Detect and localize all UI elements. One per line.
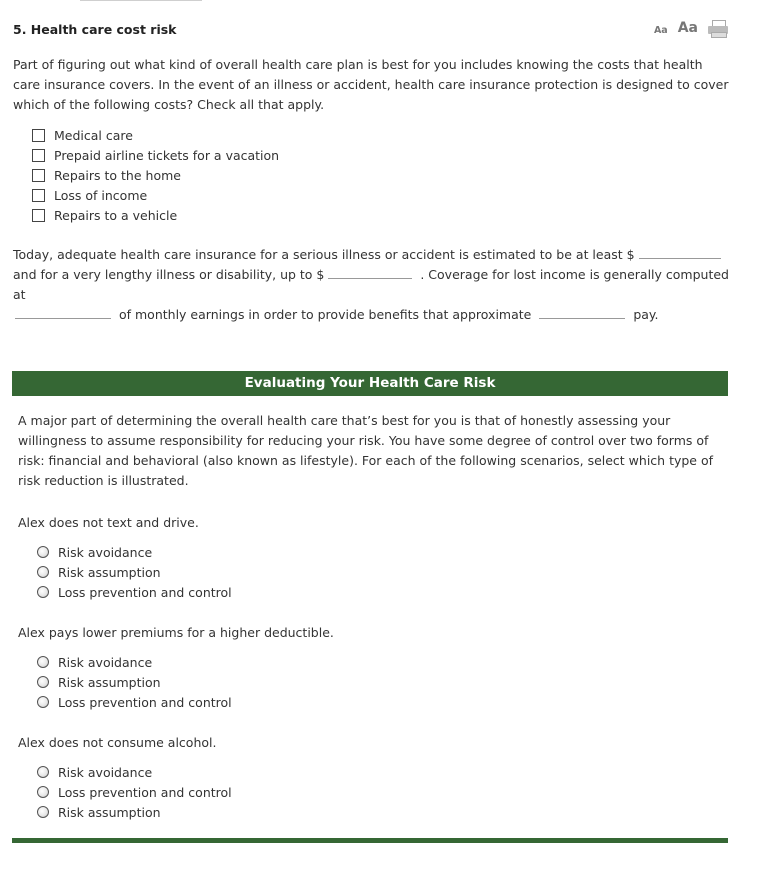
choice-label: Risk assumption	[58, 564, 161, 580]
option-medical-care[interactable]	[32, 125, 279, 145]
choice-label: Loss prevention and control	[58, 694, 232, 710]
scenario-1-prompt: Alex does not text and drive.	[18, 515, 199, 530]
fill-text-part1: Today, adequate health care insurance for a serious illness or accident is estimated to be at least $	[13, 247, 635, 262]
fill-text-part4: of monthly earnings in order to provide benefits that approximate	[118, 307, 532, 322]
radio-button[interactable]	[37, 766, 49, 778]
fill-text-part2: and for a very lengthy illness or disability, up to $	[13, 267, 325, 282]
fill-text-part5: pay.	[633, 307, 659, 322]
scenario-1-choices	[37, 542, 232, 602]
scenario-3-choice-1[interactable]	[37, 762, 232, 782]
scenario-2-choices	[37, 652, 232, 712]
option-label: Loss of income	[54, 187, 148, 203]
choice-label: Risk assumption	[58, 674, 161, 690]
section-header: Evaluating Your Health Care Risk	[12, 371, 728, 396]
question-title: 5. Health care cost risk	[13, 22, 177, 37]
print-icon[interactable]	[708, 20, 728, 36]
radio-button[interactable]	[37, 546, 49, 558]
choice-label: Loss prevention and control	[58, 584, 232, 600]
radio-button[interactable]	[37, 586, 49, 598]
scenario-2-choice-1[interactable]	[37, 652, 232, 672]
option-label: Prepaid airline tickets for a vacation	[54, 147, 280, 163]
font-increase-button[interactable]: Aa	[677, 20, 698, 36]
blank-pay-type[interactable]	[539, 306, 625, 319]
font-decrease-button[interactable]: Aa	[653, 25, 668, 36]
section-footer-bar	[12, 838, 728, 843]
radio-button[interactable]	[37, 656, 49, 668]
blank-serious-illness[interactable]	[639, 246, 721, 259]
option-airline-tickets[interactable]	[32, 145, 279, 165]
question-intro: Part of figuring out what kind of overall health care plan is best for you includes knowing the costs that health care insurance covers. In the event of an illness or accident, health care insurance protection is designed to cover which of the following costs? Check all that apply.	[13, 57, 729, 112]
text-tools	[654, 20, 728, 36]
option-label: Repairs to the home	[54, 167, 181, 183]
radio-button[interactable]	[37, 566, 49, 578]
scenario-3-choice-3[interactable]	[37, 802, 232, 822]
top-divider	[80, 0, 202, 1]
fill-text-part3: . Coverage for lost income is generally computed at	[13, 267, 729, 302]
checkbox[interactable]	[32, 149, 45, 162]
option-loss-of-income[interactable]	[32, 185, 279, 205]
option-label: Medical care	[54, 127, 133, 143]
fill-in-paragraph	[13, 245, 729, 325]
section-intro: A major part of determining the overall health care that’s best for you is that of honestly assessing your willingness to assume responsibility for reducing your risk. You have some degree of control over two forms of risk: financial and behavioral (also known as lifestyle). For each of the following scenarios, select which type of risk reduction is illustrated.	[18, 413, 714, 488]
scenario-3-choices	[37, 762, 232, 822]
option-label: Repairs to a vehicle	[54, 207, 178, 223]
scenario-1-choice-1[interactable]	[37, 542, 232, 562]
scenario-2-prompt: Alex pays lower premiums for a higher deductible.	[18, 625, 334, 640]
choice-label: Risk assumption	[58, 804, 161, 820]
scenario-3-prompt: Alex does not consume alcohol.	[18, 735, 217, 750]
scenario-2-choice-2[interactable]	[37, 672, 232, 692]
scenario-1-choice-2[interactable]	[37, 562, 232, 582]
option-vehicle-repairs[interactable]	[32, 205, 279, 225]
blank-percent-earnings[interactable]	[15, 306, 111, 319]
scenario-3-choice-2[interactable]	[37, 782, 232, 802]
scenario-2-choice-3[interactable]	[37, 692, 232, 712]
blank-lengthy-illness[interactable]	[328, 266, 412, 279]
checkbox[interactable]	[32, 129, 45, 142]
choice-label: Loss prevention and control	[58, 784, 232, 800]
radio-button[interactable]	[37, 786, 49, 798]
choice-label: Risk avoidance	[58, 764, 153, 780]
choice-label: Risk avoidance	[58, 544, 153, 560]
checkbox[interactable]	[32, 169, 45, 182]
radio-button[interactable]	[37, 696, 49, 708]
checkbox[interactable]	[32, 189, 45, 202]
radio-button[interactable]	[37, 676, 49, 688]
radio-button[interactable]	[37, 806, 49, 818]
cost-options-list	[32, 125, 279, 225]
checkbox[interactable]	[32, 209, 45, 222]
option-home-repairs[interactable]	[32, 165, 279, 185]
choice-label: Risk avoidance	[58, 654, 153, 670]
scenario-1-choice-3[interactable]	[37, 582, 232, 602]
